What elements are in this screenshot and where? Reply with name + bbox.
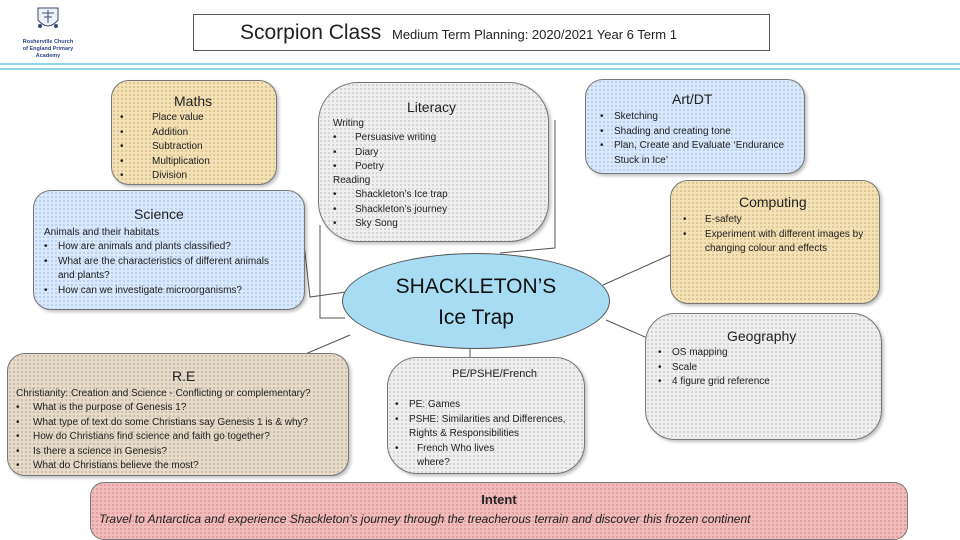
- pe-card: [387, 357, 585, 474]
- literacy-heading: Literacy: [407, 99, 457, 115]
- list-item: • Addition: [120, 126, 210, 141]
- writing-label: Writing: [333, 118, 364, 129]
- intent-heading: Intent: [481, 492, 517, 507]
- re-list: [16, 401, 308, 474]
- list-item: • How are animals and plants classified?: [44, 240, 284, 255]
- topic-line-2: Ice Trap: [438, 306, 514, 329]
- list-item: • Experiment with different images by changing colour and effects: [683, 228, 873, 257]
- science-intro: Animals and their habitats: [44, 227, 160, 238]
- science-list: [44, 240, 284, 298]
- art-list: [600, 110, 795, 168]
- science-card: [33, 190, 305, 310]
- maths-list: [120, 111, 210, 184]
- list-item: • Poetry: [333, 160, 436, 175]
- writing-list: [333, 131, 436, 175]
- pe-list: [395, 398, 580, 471]
- list-item: • Subtraction: [120, 140, 210, 155]
- list-item: • Shackleton’s Ice trap: [333, 188, 448, 203]
- list-item: • Persuasive writing: [333, 131, 436, 146]
- literacy-card: [318, 82, 549, 242]
- computing-heading: Computing: [739, 194, 807, 210]
- intent-text: Travel to Antarctica and experience Shackleton’s journey through the treacherous terrain and discover this frozen continent: [99, 512, 751, 526]
- list-item: • 4 figure grid reference: [658, 375, 770, 390]
- computing-card: [670, 180, 880, 304]
- topic-ellipse: [342, 253, 610, 349]
- maths-card: [111, 80, 277, 185]
- list-item: • Diary: [333, 146, 436, 161]
- computing-list: [683, 213, 873, 257]
- list-item: • E-safety: [683, 213, 873, 228]
- list-item: • How can we investigate microorganisms?: [44, 284, 284, 299]
- re-card: [7, 353, 349, 476]
- list-item: • Shading and creating tone: [600, 125, 795, 140]
- pe-heading: PE/PSHE/French: [452, 368, 537, 380]
- list-item: • What are the characteristics of different animals and plants?: [44, 255, 284, 284]
- reading-list: [333, 188, 448, 232]
- geography-heading: Geography: [727, 328, 797, 344]
- list-item: • Plan, Create and Evaluate ‘Endurance Stuck in Ice’: [600, 139, 795, 168]
- list-item: • Sky Song: [333, 217, 448, 232]
- topic-line-1: SHACKLETON’S: [395, 275, 557, 298]
- re-intro: Christianity: Creation and Science - Conflicting or complementary?: [16, 388, 311, 399]
- page-subtitle: Medium Term Planning: 2020/2021 Year 6 Term 1: [392, 27, 677, 42]
- list-item: • What is the purpose of Genesis 1?: [16, 401, 308, 416]
- list-item: • Multiplication: [120, 155, 210, 170]
- intent-box: [90, 482, 908, 540]
- list-item: • How do Christians find science and faith go together?: [16, 430, 308, 445]
- page-title: Scorpion Class: [240, 21, 382, 44]
- list-item: • What do Christians believe the most?: [16, 459, 308, 474]
- list-item: • What type of text do some Christians say Genesis 1 is & why?: [16, 416, 308, 431]
- geography-list: [658, 346, 770, 390]
- logo-text: Rosherville Church of England Primary Academy: [22, 39, 74, 59]
- list-item: • Division: [120, 169, 210, 184]
- list-item: • Scale: [658, 361, 770, 376]
- list-item: • Sketching: [600, 110, 795, 125]
- art-heading: Art/DT: [672, 91, 713, 107]
- list-item: • French Who lives where?: [395, 442, 507, 471]
- reading-label: Reading: [333, 175, 371, 186]
- list-item: • PSHE: Similarities and Differences, Rights & Responsibilities: [395, 413, 580, 442]
- art-card: [585, 79, 805, 174]
- science-heading: Science: [134, 206, 184, 222]
- list-item: • OS mapping: [658, 346, 770, 361]
- list-item: • Is there a science in Genesis?: [16, 445, 308, 460]
- geography-card: [645, 313, 882, 440]
- re-heading: R.E: [172, 368, 196, 384]
- maths-heading: Maths: [174, 93, 213, 109]
- list-item: • PE: Games: [395, 398, 580, 413]
- list-item: • Place value: [120, 111, 210, 126]
- list-item: • Shackleton’s journey: [333, 203, 448, 218]
